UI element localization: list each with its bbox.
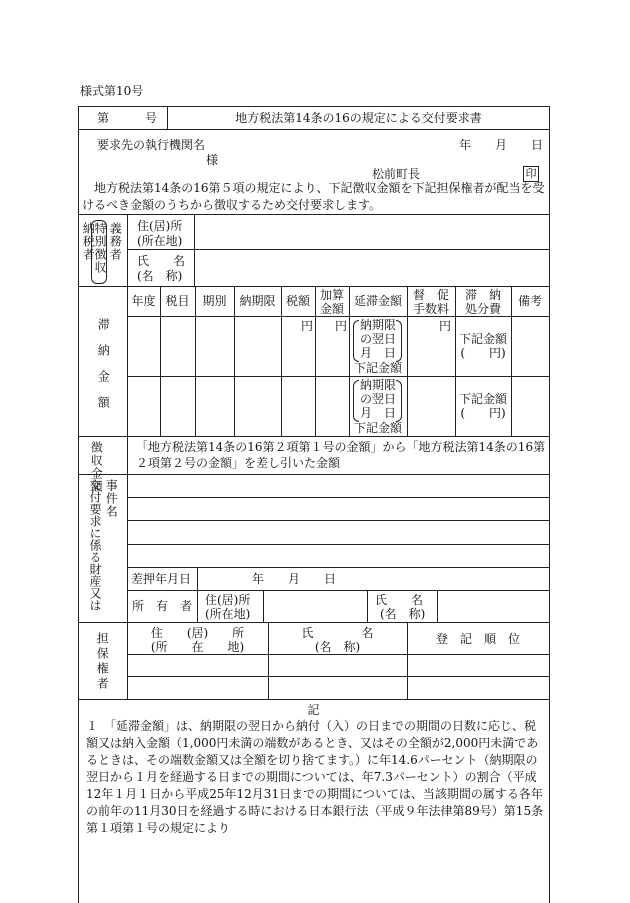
rule	[549, 106, 550, 903]
notes-heading: 記	[307, 703, 320, 717]
agency-label: 要求先の執行機関名	[97, 138, 206, 152]
unit-yen: 円	[439, 319, 452, 333]
taxpayer-name-sub: (名 称)	[137, 269, 183, 283]
document-title: 地方税法第14条の16の規定による交付要求書	[235, 111, 482, 125]
rule	[127, 676, 549, 677]
col-disposal-cost: 滞 納	[464, 288, 501, 302]
rule	[127, 544, 549, 545]
rule	[78, 129, 549, 130]
security-holder-label: 担保権者	[95, 632, 110, 692]
rule	[78, 214, 549, 215]
rule	[78, 699, 549, 700]
owner-name-sub: (名 称)	[380, 607, 426, 621]
honorific: 様	[206, 153, 219, 167]
col-tax-amount: 税額	[285, 294, 310, 308]
intro-text: 地方税法第14条の16第５項の規定により、下記徴収金額を下記担保権者が配当を受けるべき金額のうちから徴収するため交付要求します。	[82, 181, 545, 212]
collection-text: 「地方税法第14条の16第２項第１号の金額」から「地方税法第14条の16第２項第２号の金額」を差し引いた金額	[136, 440, 546, 470]
security-name-sub: (名 称)	[314, 640, 361, 654]
rule	[127, 376, 549, 377]
col-reminder-fee: 督 促	[412, 288, 449, 302]
taxpayer-label: 納税者	[81, 222, 96, 261]
taxpayer-label-obligor: 義務者	[108, 222, 123, 261]
col-fiscal-year: 年度	[131, 294, 156, 308]
owner-label: 所 有 者	[132, 599, 193, 613]
col-disposal-cost-2: 処分費	[464, 302, 501, 316]
unit-yen: 円	[301, 319, 314, 333]
late-charge-note: の翌日	[359, 332, 396, 346]
taxpayer-label-special: 特別徴収	[93, 222, 107, 274]
rule	[78, 622, 549, 623]
rule	[78, 106, 549, 107]
date-field: 年 月 日	[459, 138, 544, 152]
late-charge-note: 納期限	[359, 378, 396, 392]
late-charge-note: 納期限	[359, 318, 396, 332]
late-charge-note: 月 日	[359, 346, 396, 360]
owner-name-label: 氏 名	[375, 593, 424, 607]
seal-mark: 印	[523, 166, 539, 182]
rule	[127, 249, 549, 250]
request-number: 第 号	[97, 111, 158, 125]
rule	[197, 567, 198, 622]
rule	[194, 214, 195, 286]
note-1: １ 「延滞金額」は、納期限の翌日から納付（入）の日までの期間の日数に応じ、税額又は納入金額（1,000円未満の端数があるとき、又はその全額が2,000円未満であるときは、その端数金額又は全額を切り捨てます。）に年14.6パーセント（納期限の翌日から１月を経過する日までの期間については、年7.3パーセント）の割合（平成12年１月１日から平成25年12月31日までの期間については、当該期間の属する各年の前年の11月30日を経過する時における日本銀行法（平成９年法律第89号）第15条第１項第１号の規定により	[86, 719, 544, 835]
bracket	[91, 220, 107, 284]
rule	[367, 590, 368, 622]
unit-yen: 円	[335, 319, 348, 333]
late-charge-note: 下記金額	[353, 361, 402, 375]
col-due-date: 納期限	[239, 294, 276, 308]
security-address-header: 住 (居) 所	[150, 626, 245, 640]
col-remarks: 備考	[517, 294, 542, 308]
col-additional-2: 金額	[319, 302, 344, 316]
case-name-label: 事件名	[104, 479, 119, 518]
taxpayer-name-label: 氏 名	[137, 254, 186, 268]
disposal-note: 下記金額	[458, 332, 507, 346]
rule	[127, 590, 549, 591]
security-address-sub: (所 在 地)	[150, 640, 245, 654]
rule	[127, 497, 549, 498]
disposal-note: 下記金額	[458, 392, 507, 406]
seizure-date-value: 年 月 日	[252, 572, 337, 586]
arrears-label: 滞納金額	[96, 318, 111, 422]
owner-address-label: 住(居)所	[205, 593, 251, 607]
rule	[78, 474, 549, 475]
security-name-header: 氏 名	[301, 626, 374, 640]
col-additional: 加算	[319, 288, 344, 302]
col-late-charge: 延滞金額	[353, 294, 402, 308]
property-label: 交付要求に係る財産又は	[88, 479, 102, 611]
registration-order-header: 登 記 順 位	[435, 632, 520, 646]
rule	[127, 567, 549, 568]
rule	[78, 436, 549, 437]
seizure-date-label: 差押年月日	[131, 572, 192, 586]
col-period: 期別	[202, 294, 227, 308]
late-charge-note: の翌日	[359, 392, 396, 406]
taxpayer-address-label: 住(居)所	[137, 219, 183, 233]
late-charge-note: 月 日	[359, 406, 396, 420]
disposal-note: ( 円)	[460, 406, 506, 420]
col-reminder-fee-2: 手数料	[412, 302, 449, 316]
taxpayer-address-sub: (所在地)	[137, 234, 183, 248]
rule	[437, 590, 438, 622]
rule	[127, 520, 549, 521]
form-number: 様式第10号	[80, 84, 144, 98]
collection-label: 徴収金額	[89, 441, 104, 493]
owner-address-sub: (所在地)	[205, 607, 251, 621]
rule	[78, 106, 79, 903]
issuer-name: 松前町長	[372, 167, 421, 181]
col-tax-item: 税目	[165, 294, 190, 308]
rule	[263, 590, 264, 622]
disposal-note: ( 円)	[460, 346, 506, 360]
late-charge-note: 下記金額	[353, 421, 402, 435]
